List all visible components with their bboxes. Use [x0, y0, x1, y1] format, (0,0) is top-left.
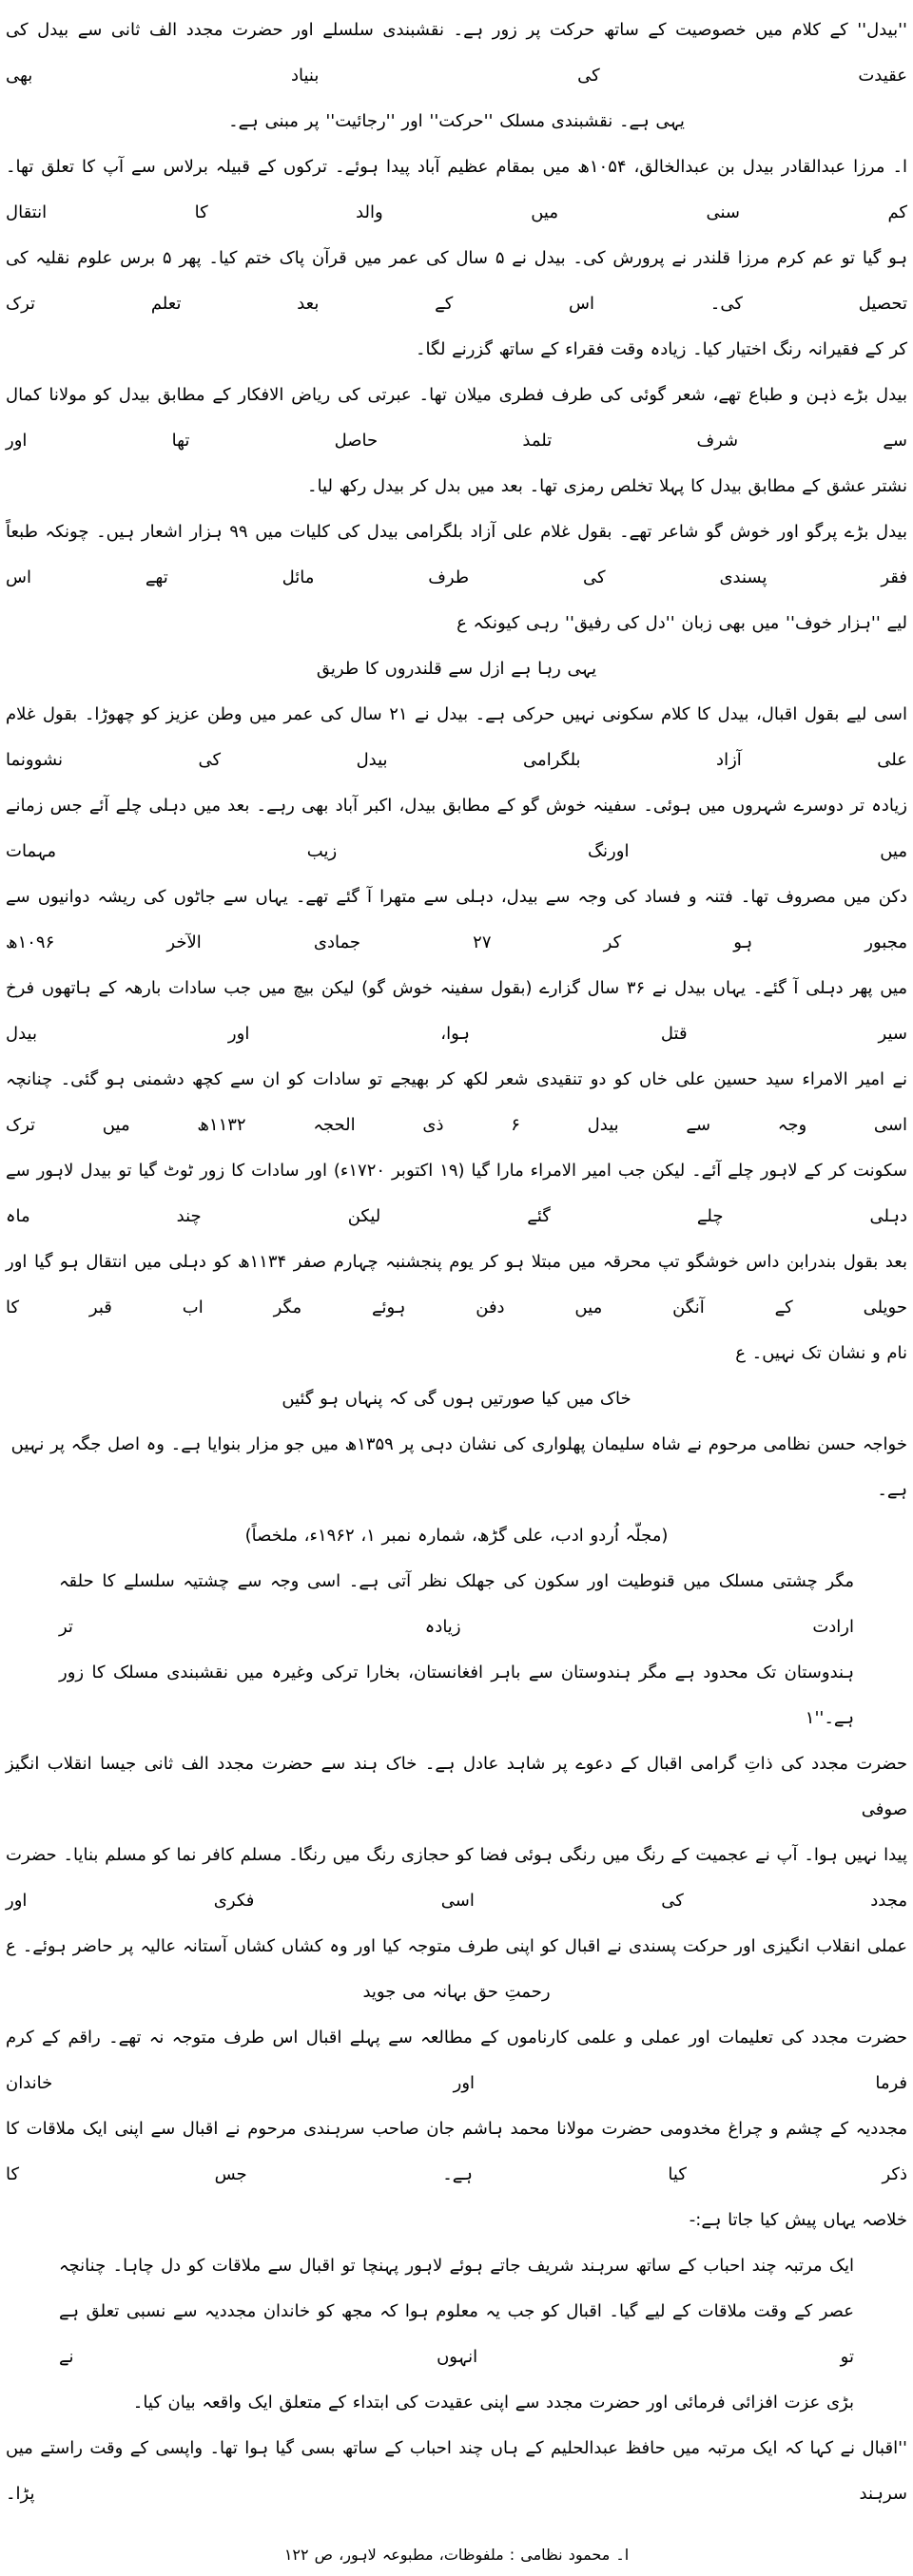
text-line: رحمتِ حق بہانہ می جوید: [362, 1982, 551, 2002]
text-line: اسی لیے بقول اقبال، بیدل کا کلام سکونی نہیں حرکی ہے۔ بیدل نے ۲۱ سال کی عمر میں وطن عزیز کو چھوڑا۔ بقول غلام علی آزاد بلگرامی بیدل کی نشوونما: [6, 704, 907, 770]
text-line: ہو گیا تو عم کرم مرزا قلندر نے پرورش کی۔ بیدل نے ۵ سال کی عمر میں قرآن پاک ختم کیا۔ پھر ۵ برس علوم نقلیہ کی تحصیل کی۔ اس کے بعد تعلم ترک: [6, 248, 907, 314]
text-line: نشتر عشق کے مطابق بیدل کا پہلا تخلص رمزی تھا۔ بعد میں بدل کر بیدل رکھ لیا۔: [307, 476, 907, 496]
text-line: سکونت کر کے لاہور چلے آئے۔ لیکن جب امیر الامراء مارا گیا (۱۹ اکتوبر ۱۷۲۰ء) اور سادات کا زور ٹوٹ گیا تو بیدل لاہور سے دہلی چلے گئے لیکن چند ماہ: [6, 1161, 907, 1226]
text-line: (مجلّہ اُردو ادب، علی گڑھ، شمارہ نمبر ۱، ۱۹۶۲ء، ملخصاً): [244, 1526, 669, 1546]
text-line: میں پھر دہلی آ گئے۔ یہاں بیدل نے ۳۶ سال گزارے (بقول سفینہ خوش گو) لیکن بیچ میں جب سادات بارھہ کے ہاتھوں فرخ سیر قتل ہوا، اور بیدل: [6, 978, 907, 1044]
text-line: ا۔ مرزا عبدالقادر بیدل بن عبدالخالق، ۱۰۵۴ھ میں بمقام عظیم آباد پیدا ہوئے۔ ترکوں کے قبیلہ برلاس سے آپ کا تعلق تھا۔ کم سنی میں والد کا انتقال: [6, 157, 908, 222]
text-line: یہی رہا ہے ازل سے قلندروں کا طریق: [316, 659, 597, 679]
text-line: یہی ہے۔ نقشبندی مسلک ''حرکت'' اور ''رجائیت'' پر مبنی ہے۔: [228, 111, 685, 131]
text-line: مگر چشتی مسلک میں قنوطیت اور سکون کی جھلک نظر آتی ہے۔ اسی وجہ سے چشتیہ سلسلے کا حلقہ ارادت زیادہ تر: [59, 1571, 854, 1637]
text-line: دکن میں مصروف تھا۔ فتنہ و فساد کی وجہ سے بیدل، دہلی سے متھرا آ گئے تھے۔ یہاں سے جاٹوں کی ریشہ دوانیوں سے مجبور ہو کر ۲۷ جمادی الآخر ۱۰۹۶ھ: [6, 887, 907, 952]
text-line: بڑی عزت افزائی فرمائی اور حضرت مجدد سے اپنی عقیدت کی ابتداء کے متعلق ایک واقعہ بیان کیا۔: [132, 2393, 854, 2413]
text-line: خلاصہ یہاں پیش کیا جاتا ہے:-: [689, 2210, 907, 2230]
text-line: ہندوستان تک محدود ہے مگر ہندوستان سے باہر افغانستان، بخارا ترکی وغیرہ میں نقشبندی مسلک کا زور ہے۔''۱: [59, 1663, 854, 1728]
text-line: نے امیر الامراء سید حسین علی خاں کو دو تنقیدی شعر لکھ کر بھیجے تو سادات کو ان سے کچھ دشمنی ہو گئی۔ چنانچہ اسی وجہ سے بیدل ۶ ذی الحجہ ۱۱۳۲ھ میں ترک: [6, 1069, 908, 1135]
footnote-line: ا۔ محمود نظامی : ملفوظات، مطبوعہ لاہور، ص ۱۲۲: [283, 2546, 630, 2564]
text-line: بیدل بڑے پرگو اور خوش گو شاعر تھے۔ بقول غلام علی آزاد بلگرامی بیدل کی کلیات میں ۹۹ ہزار اشعار ہیں۔ چونکہ طبعاً فقر پسندی کی طرف مائل تھے اس: [6, 522, 907, 587]
document-text: [6, 8, 907, 2576]
text-line: لیے ''ہزار خوف'' میں بھی زبان ''دل کی رفیق'' رہی کیونکہ ع: [456, 613, 907, 633]
text-line: حضرت مجدد کی ذاتِ گرامی اقبال کے دعوے پر شاہد عادل ہے۔ خاک ہند سے حضرت مجدد الف ثانی جیسا انقلاب انگیز صوفی: [6, 1754, 907, 1819]
text-line: ایک مرتبہ چند احباب کے ساتھ سرہند شریف جاتے ہوئے لاہور پہنچا تو اقبال سے ملاقات کو دل چاہا۔ چنانچہ: [59, 2256, 854, 2276]
text-line: خواجہ حسن نظامی مرحوم نے شاہ سلیمان پھلواری کی نشان دہی پر ۱۳۵۹ھ میں جو مزار بنوایا ہے۔ وہ اصل جگہ پر نہیں ہے۔: [10, 1434, 907, 1500]
text-line: زیادہ تر دوسرے شہروں میں ہوئی۔ سفینہ خوش گو کے مطابق بیدل، اکبر آباد بھی رہے۔ بعد میں دہلی چلے آئے جس زمانے میں اورنگ زیب مہمات: [6, 796, 907, 861]
text-line: مجددیہ کے چشم و چراغ مخدومی حضرت مولانا محمد ہاشم جان صاحب سرہندی مرحوم نے اقبال سے اپنی ایک ملاقات کا ذکر کیا ہے۔ جس کا: [6, 2119, 907, 2184]
text-line: خاک میں کیا صورتیں ہوں گی کہ پنہاں ہو گئیں: [282, 1389, 631, 1409]
text-line: بیدل بڑے ذہن و طباع تھے، شعر گوئی کی طرف فطری میلان تھا۔ عبرتی کی ریاض الافکار کے مطابق بیدل کو مولانا کمال سے شرف تلمذ حاصل تھا اور: [6, 385, 907, 451]
text-line: پیدا نہیں ہوا۔ آپ نے عجمیت کے رنگ میں رنگی ہوئی فضا کو حجازی رنگ میں رنگا۔ مسلم کافر نما کو مسلم بنایا۔ حضرت مجدد کی اسی فکری اور: [6, 1845, 907, 1911]
text-line: ''بیدل'' کے کلام میں خصوصیت کے ساتھ حرکت پر زور ہے۔ نقشبندی سلسلے اور حضرت مجدد الف ثانی سے بیدل کی عقیدت کی بنیاد بھی: [6, 20, 907, 86]
text-line: کر کے فقیرانہ رنگ اختیار کیا۔ زیادہ وقت فقراء کے ساتھ گزرنے لگا۔: [415, 339, 907, 359]
text-line: بعد بقول بندرابن داس خوشگو تپ محرقہ میں مبتلا ہو کر یوم پنجشنبہ چہارم صفر ۱۱۳۴ھ کو دہلی میں انتقال ہو گیا اور حویلی کے آنگن میں دفن ہوئے مگر اب قبر کا: [6, 1252, 907, 1317]
text-line: عصر کے وقت ملاقات کے لیے گیا۔ اقبال کو جب یہ معلوم ہوا کہ مجھ کو خاندان مجددیہ سے نسبی تعلق ہے تو انہوں نے: [59, 2301, 854, 2367]
text-line: نام و نشان تک نہیں۔ ع: [735, 1343, 907, 1363]
text-line: ''اقبال نے کہا کہ ایک مرتبہ میں حافظ عبدالحلیم کے ہاں چند احباب کے ساتھ بسی گیا ہوا تھا۔ واپسی کے وقت راستے میں سرہند پڑا۔: [6, 2438, 907, 2504]
text-line: حضرت مجدد کی تعلیمات اور عملی و علمی کارناموں کے مطالعہ سے پہلے اقبال اس طرف متوجہ نہ تھے۔ راقم کے کرم فرما اور خاندان: [6, 2028, 907, 2093]
text-line: عملی انقلاب انگیزی اور حرکت پسندی نے اقبال کو اپنی طرف متوجہ کیا اور وہ کشاں کشاں آستانہ عالیہ پر حاضر ہوئے۔ ع: [6, 1936, 907, 1956]
